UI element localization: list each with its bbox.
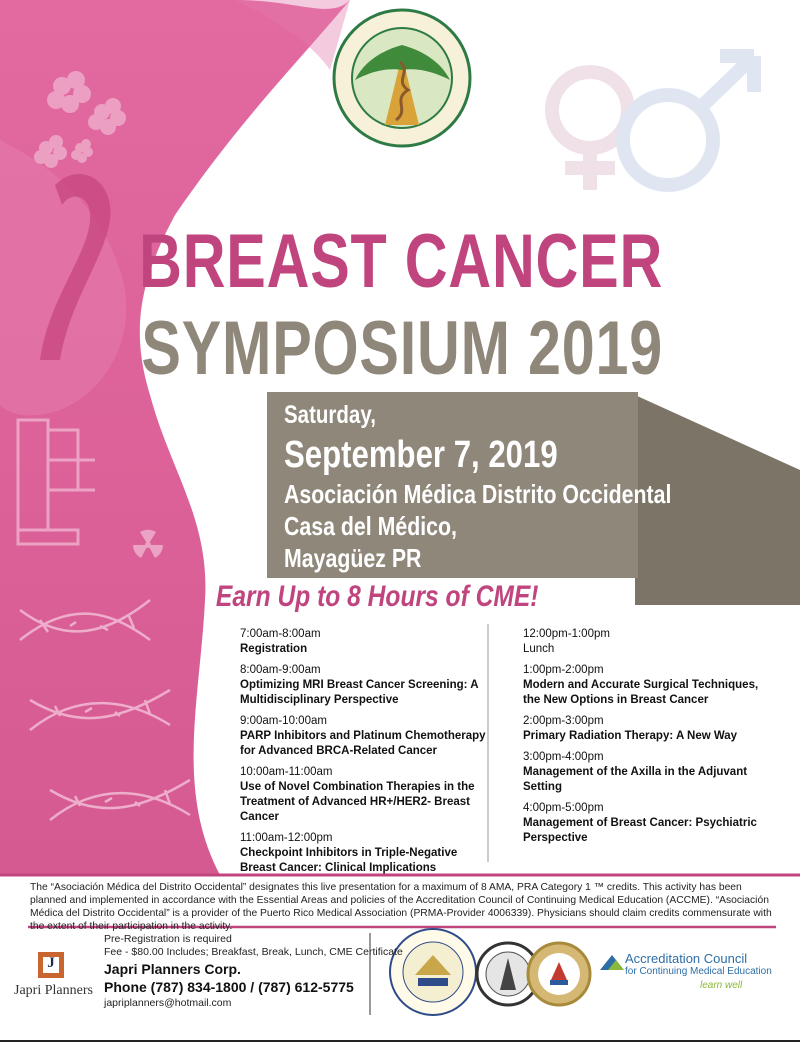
phone-numbers: Phone (787) 834-1800 / (787) 612-5775: [104, 979, 354, 995]
schedule-talk: Primary Radiation Therapy: A New Way: [523, 730, 738, 742]
japri-logo-text: Japri Planners: [14, 983, 93, 998]
japri-logo-letter: J: [47, 955, 55, 971]
title-line-2: SYMPOSIUM 2019: [141, 306, 663, 391]
schedule-item: [523, 663, 768, 708]
schedule-talk: Modern and Accurate Surgical Techniques, the New Options in Breast Cancer: [523, 679, 759, 706]
schedule-item: [523, 801, 768, 846]
event-venue-line-1: Asociación Médica Distrito Occidental: [284, 479, 672, 509]
accme-logo: [600, 955, 624, 970]
schedule-item: [240, 663, 488, 708]
cme-banner: Earn Up to 8 Hours of CME!: [215, 580, 539, 613]
email-link[interactable]: japriplanners@hotmail.com: [104, 997, 232, 1009]
schedule-item: [240, 627, 488, 657]
schedule-talk: Management of the Axilla in the Adjuvant Setting: [523, 766, 748, 793]
schedule-item: [523, 714, 768, 744]
gender-symbols-icon: [552, 56, 754, 190]
company-name: Japri Planners Corp.: [104, 961, 241, 977]
accme-name: Accreditation Council: [625, 951, 748, 966]
schedule-item: [523, 627, 768, 657]
event-date: September 7, 2019: [284, 434, 558, 476]
title-line-1: BREAST CANCER: [139, 219, 664, 304]
accreditation-statement: The “Asociación Médica del Distrito Occidental” designates this live presentation for a maximum of 8 AMA, PRA Category 1 ™ credits. This activity has been planned and implemented in accordance with the Essential Areas and policies of the Accreditation Council of Continuing Medical Education (ACCME). “Asociación Médica del Distrito Occidental” is a provider of the Puerto Rico Medical Association (PRMA-Provider 4006339). Physicians should claim credits commensurate with the extent of their participation in the activity.: [30, 882, 772, 932]
prereg-text: Pre-Registration is required: [104, 933, 232, 945]
schedule-time: 7:00am-8:00am: [240, 628, 321, 640]
schedule-time: 12:00pm-1:00pm: [523, 628, 610, 640]
schedule-column-right: [523, 627, 768, 846]
schedule-talk: Registration: [240, 643, 308, 655]
schedule-column-left: [240, 627, 488, 876]
schedule-time: 2:00pm-3:00pm: [523, 715, 604, 727]
schedule-time: 11:00am-12:00pm: [240, 832, 333, 844]
schedule-talk: Optimizing MRI Breast Cancer Screening: A Multidisciplinary Perspective: [240, 679, 479, 706]
fee-text: Fee - $80.00 Includes; Breakfast, Break, Lunch, CME Certificate: [104, 946, 403, 958]
casa-del-medico-seal: [334, 10, 470, 146]
schedule-talk: Management of Breast Cancer: Psychiatric Perspective: [523, 817, 757, 844]
schedule-time: 1:00pm-2:00pm: [523, 664, 604, 676]
cme-seal-logo: [528, 943, 590, 1005]
schedule-item: [240, 714, 488, 759]
event-day: Saturday,: [284, 401, 376, 429]
event-info: [284, 400, 756, 574]
schedule-time: 4:00pm-5:00pm: [523, 802, 604, 814]
schedule-time: 8:00am-9:00am: [240, 664, 321, 676]
schedule-talk: Use of Novel Combination Therapies in the Treatment of Advanced HR+/HER2- Breast Cancer: [240, 781, 475, 823]
schedule-time: 10:00am-11:00am: [240, 766, 333, 778]
accme-subtitle: for Continuing Medical Education: [625, 966, 772, 977]
schedule-talk: Checkpoint Inhibitors in Triple-Negative Breast Cancer: Clinical Implications: [240, 847, 458, 874]
accme-tagline: learn well: [700, 980, 743, 991]
schedule-item: [523, 750, 768, 795]
schedule-time: 3:00pm-4:00pm: [523, 751, 604, 763]
schedule-talk: Lunch: [523, 643, 555, 655]
schedule-time: 9:00am-10:00am: [240, 715, 327, 727]
registration-info: [104, 933, 403, 1010]
schedule-item: [240, 765, 488, 825]
schedule-talk: PARP Inhibitors and Platinum Chemotherapy for Advanced BRCA-Related Cancer: [240, 730, 486, 757]
event-venue-line-2: Casa del Médico,: [284, 511, 457, 541]
schedule-item: [240, 831, 488, 876]
event-venue-line-3: Mayagüez PR: [284, 543, 422, 573]
amdo-seal-logo: [390, 929, 476, 1015]
